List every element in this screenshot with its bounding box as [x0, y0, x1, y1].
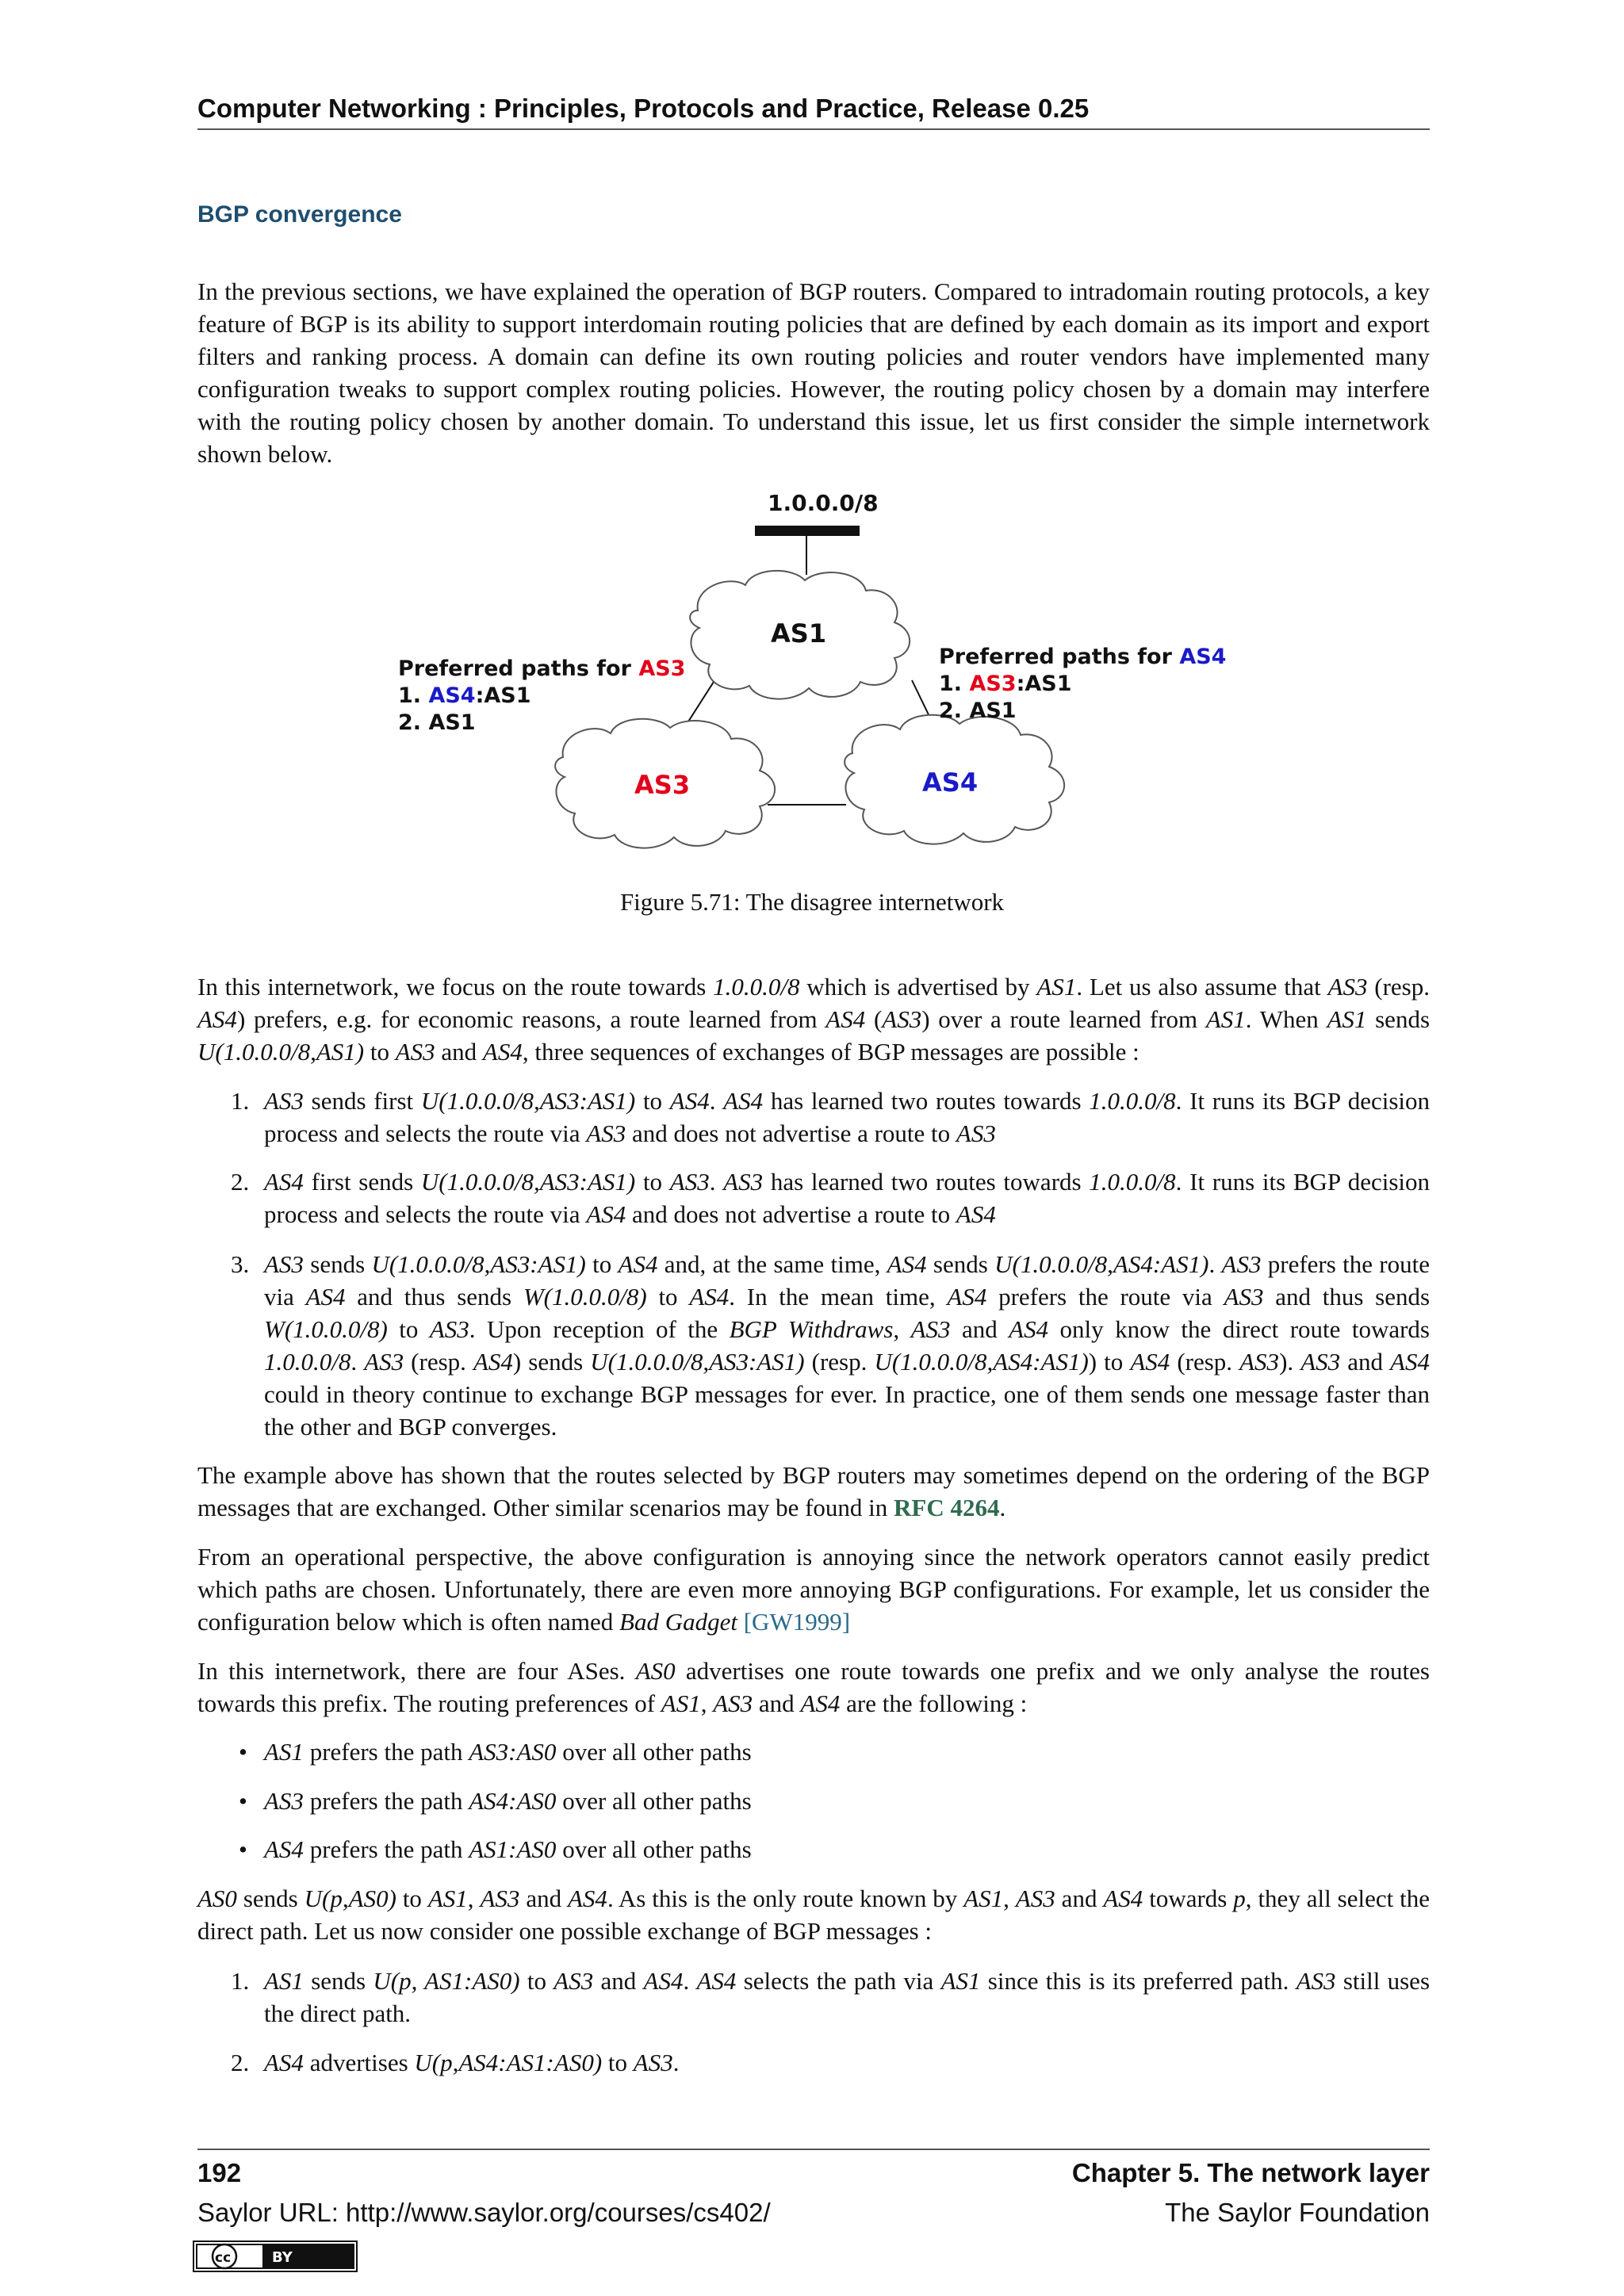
- text-run: and thus sends: [1263, 1283, 1431, 1311]
- label-as1: AS1: [771, 618, 827, 649]
- paragraph-5: In this internetwork, there are four ASes. AS0 advertises one route towards one prefix and we only analyse the routes towards this prefix. The routing preferences of AS1, AS3 and AS4 are the following :: [197, 1657, 1430, 1717]
- italic-term: AS3: [264, 1250, 304, 1278]
- text-run: prefers the route via: [986, 1283, 1224, 1311]
- text-run: .: [350, 1348, 365, 1376]
- italic-term: U(p,AS4:AS1:AS0): [414, 2049, 603, 2076]
- text-run: .: [1208, 1250, 1222, 1278]
- paragraph-4: From an operational perspective, the above configuration is annoying since the network operators cannot easily predict which paths are chosen. Unfortunately, there are even more annoying BGP configurations. For example, let us consider the configuration below which is often named Bad Gadget [GW1999]: [197, 1543, 1430, 1636]
- paragraph-2: In this internetwork, we focus on the route towards 1.0.0.0/8 which is advertised by AS1. Let us also assume that AS3 (resp. AS4) prefers, e.g. for economic reasons, a route learned from AS4 (AS3) over a route learned from AS1. When AS1 sends U(1.0.0.0/8,AS1) to AS3 and AS4, three sequences of exchanges of BGP messages are possible :: [197, 973, 1431, 1066]
- text-run: sends: [303, 1967, 373, 1995]
- gw1999-citation-link[interactable]: [GW1999]: [743, 1608, 851, 1636]
- as3-preferences-title: Preferred paths for AS3: [398, 656, 686, 681]
- italic-term: AS3: [429, 1315, 469, 1343]
- italic-term: AS3: [1224, 1283, 1264, 1311]
- as4-preference-2: 2. AS1: [939, 698, 1017, 723]
- italic-term: AS3: [264, 1087, 304, 1115]
- text-run: sends: [926, 1250, 995, 1278]
- text-run: since this is its preferred path.: [980, 1967, 1297, 1995]
- page-number: 192: [197, 2158, 242, 2187]
- bullet-marker: •: [239, 1787, 247, 1815]
- prefix-label: 1.0.0.0/8: [768, 492, 879, 516]
- text-run: first sends: [303, 1168, 421, 1196]
- italic-term: AS4: [1009, 1315, 1049, 1343]
- text-run: to: [387, 1315, 430, 1343]
- list1-number: 3.: [231, 1250, 250, 1278]
- italic-term: AS4: [305, 1283, 346, 1311]
- saylor-foundation: The Saylor Foundation: [1165, 2198, 1430, 2227]
- list2-number: 1.: [231, 1967, 250, 1995]
- paragraph-6: AS0 sends U(p,AS0) to AS1, AS3 and AS4. As this is the only route known by AS1, AS3 and AS4 towards p, they all select the direct path. Let us now consider one possible exchange of BGP messages :: [197, 1885, 1430, 1945]
- text-run: has learned two routes towards: [763, 1087, 1090, 1115]
- as4-preferences-title: Preferred paths for AS4: [939, 645, 1227, 669]
- list1-text: [264, 1165, 1430, 1230]
- text-run: sends first: [303, 1087, 421, 1115]
- text-run: to: [635, 1168, 670, 1196]
- text-run: .: [709, 1168, 724, 1196]
- as3-preference-2: 2. AS1: [398, 710, 476, 735]
- text-run: and does not advertise a route to: [626, 1119, 956, 1147]
- italic-term: AS4: [264, 2049, 304, 2076]
- text-run: . It runs its BGP decision process and selects the route via: [264, 1168, 1431, 1228]
- text-run: ).: [1279, 1348, 1301, 1376]
- italic-term: AS4: [473, 1348, 513, 1376]
- cc-by-license-icon[interactable]: [193, 2241, 358, 2276]
- running-header: Computer Networking : Principles, Protocols and Practice, Release 0.25: [197, 94, 1090, 123]
- header-rule: [197, 128, 1430, 130]
- italic-term: 1.0.0.0/8: [1089, 1168, 1176, 1196]
- bullet-marker: •: [239, 1835, 247, 1863]
- text-run: could in theory continue to exchange BGP messages for ever. In practice, one of them sends one message faster than the other and BGP converges.: [264, 1380, 1430, 1441]
- italic-term: AS3: [1239, 1348, 1280, 1376]
- list2-number: 2.: [231, 2049, 250, 2076]
- italic-term: AS4: [264, 1168, 304, 1196]
- text-run: ,: [893, 1315, 911, 1343]
- text-run: still uses the direct path.: [264, 1967, 1431, 2027]
- disagree-internetwork-figure: [381, 492, 1253, 872]
- section-title: BGP convergence: [197, 201, 402, 228]
- italic-term: U(p, AS1:AS0): [373, 1967, 520, 1995]
- list1-number: 1.: [231, 1087, 250, 1115]
- italic-term: U(1.0.0.0/8,AS3:AS1): [420, 1168, 636, 1196]
- text-run: ) to: [1088, 1348, 1131, 1376]
- text-run: (resp.: [1170, 1348, 1240, 1376]
- list1-text: [264, 1085, 1430, 1150]
- italic-term: U(1.0.0.0/8,AS4:AS1): [874, 1348, 1089, 1376]
- footer-rule: [197, 2149, 1430, 2150]
- list2-item: [197, 1965, 1430, 2030]
- italic-term: W(1.0.0.0/8): [523, 1283, 647, 1311]
- italic-term: U(1.0.0.0/8,AS3:AS1): [371, 1250, 586, 1278]
- text-run: sends: [303, 1250, 372, 1278]
- list2-item: [197, 2046, 1430, 2079]
- text-run: to: [635, 1087, 670, 1115]
- italic-term: AS3: [633, 2049, 673, 2076]
- text-run: only know the direct route towards: [1048, 1315, 1430, 1343]
- text-run: . In the mean time,: [729, 1283, 948, 1311]
- text-run: and, at the same time,: [657, 1250, 887, 1278]
- text-run: and thus sends: [345, 1283, 523, 1311]
- italic-term: AS3: [364, 1348, 404, 1376]
- italic-term: AS3: [1221, 1250, 1262, 1278]
- figure-caption: Figure 5.71: The disagree internetwork: [619, 888, 1005, 916]
- italic-term: U(1.0.0.0/8,AS3:AS1): [590, 1348, 805, 1376]
- italic-term: AS3: [1296, 1967, 1336, 1995]
- italic-term: U(1.0.0.0/8,AS4:AS1): [994, 1250, 1209, 1278]
- italic-term: 1.0.0.0/8: [264, 1348, 351, 1376]
- intro-paragraph: In the previous sections, we have explained the operation of BGP routers. Compared to intradomain routing protocols, a key feature of BGP is its ability to support interdomain routing policies that are defined by each domain as its import and export filters and ranking process. A domain can define its own routing policies and router vendors have implemented many configuration tweaks to support complex routing policies. However, the routing policy chosen by a domain may interfere with the routing policy chosen by another domain. To understand this issue, let us first consider the simple internetwork shown below.: [197, 277, 1430, 468]
- text-run: .: [672, 2049, 680, 2076]
- italic-term: AS4: [696, 1967, 737, 1995]
- saylor-url[interactable]: Saylor URL: http://www.saylor.org/courses/cs402/: [197, 2198, 771, 2227]
- text-run: and: [950, 1315, 1009, 1343]
- italic-term: AS3: [586, 1119, 626, 1147]
- text-run: and does not advertise a route to: [626, 1200, 956, 1228]
- text-run: selects the path via: [736, 1967, 941, 1995]
- list1-item: [197, 1085, 1430, 1150]
- text-run: to: [585, 1250, 619, 1278]
- chapter-label: Chapter 5. The network layer: [1071, 2158, 1430, 2187]
- list1-item: [197, 1248, 1430, 1443]
- text-run: (resp.: [804, 1348, 875, 1376]
- italic-term: AS4: [723, 1087, 764, 1115]
- list2-text: [264, 2046, 1430, 2079]
- text-run: .: [709, 1087, 724, 1115]
- text-run: and: [1340, 1348, 1391, 1376]
- italic-term: AS1: [940, 1967, 981, 1995]
- italic-term: AS3: [956, 1119, 996, 1147]
- italic-term: W(1.0.0.0/8): [264, 1315, 388, 1343]
- italic-term: AS4: [669, 1087, 710, 1115]
- text-run: to: [519, 1967, 554, 1995]
- bullet-item: • AS3 prefers the path AS4:AS0 over all other paths: [197, 1785, 1430, 1817]
- text-run: . It runs its BGP decision process and selects the route via: [264, 1087, 1431, 1147]
- list1-item: [197, 1165, 1430, 1230]
- text-run: to: [646, 1283, 690, 1311]
- text-run: advertises: [303, 2049, 415, 2076]
- italic-term: AS4: [1390, 1348, 1430, 1376]
- italic-term: AS4: [618, 1250, 658, 1278]
- text-run: has learned two routes towards: [763, 1168, 1090, 1196]
- label-as3: AS3: [634, 770, 691, 800]
- list1-text: [264, 1248, 1430, 1443]
- italic-term: AS4: [1130, 1348, 1170, 1376]
- italic-term: AS4: [643, 1967, 684, 1995]
- paragraph-3: The example above has shown that the routes selected by BGP routers may sometimes depend on the ordering of the BGP messages that are exchanged. Other similar scenarios may be found in RFC 4264.: [197, 1461, 1430, 1521]
- list1-number: 2.: [231, 1168, 250, 1196]
- italic-term: AS4: [689, 1283, 730, 1311]
- italic-term: AS3: [1300, 1348, 1341, 1376]
- italic-term: AS3: [669, 1168, 710, 1196]
- label-as4: AS4: [922, 767, 979, 798]
- as4-preference-1: 1. AS3:AS1: [939, 672, 1072, 696]
- text-run: .: [683, 1967, 697, 1995]
- italic-term: AS4: [586, 1200, 626, 1228]
- text-run: ) sends: [512, 1348, 591, 1376]
- bullet-item: • AS4 prefers the path AS1:AS0 over all other paths: [197, 1833, 1430, 1866]
- italic-term: AS4: [947, 1283, 987, 1311]
- text-run: . Upon reception of the: [469, 1315, 730, 1343]
- italic-term: AS3: [553, 1967, 594, 1995]
- bullet-item: • AS1 prefers the path AS3:AS0 over all other paths: [197, 1735, 1430, 1768]
- text-run: to: [602, 2049, 634, 2076]
- italic-term: U(1.0.0.0/8,AS3:AS1): [420, 1087, 636, 1115]
- italic-term: AS3: [723, 1168, 764, 1196]
- italic-term: 1.0.0.0/8: [1089, 1087, 1176, 1115]
- italic-term: BGP Withdraws: [729, 1315, 894, 1343]
- as3-preference-1: 1. AS4:AS1: [398, 683, 531, 708]
- bullet-marker: •: [239, 1738, 247, 1766]
- prefix-bar: [755, 526, 860, 536]
- cc-label: cc: [215, 2250, 232, 2266]
- italic-term: AS3: [910, 1315, 951, 1343]
- text-run: and: [593, 1967, 644, 1995]
- list2-text: [264, 1965, 1430, 2030]
- italic-term: AS4: [956, 1200, 996, 1228]
- italic-term: AS1: [264, 1967, 304, 1995]
- rfc-4264-link[interactable]: RFC 4264: [894, 1494, 1000, 1521]
- text-run: (resp.: [404, 1348, 473, 1376]
- italic-term: AS4: [887, 1250, 927, 1278]
- by-label: BY: [272, 2249, 293, 2266]
- text-run: prefers the route via: [264, 1250, 1431, 1311]
